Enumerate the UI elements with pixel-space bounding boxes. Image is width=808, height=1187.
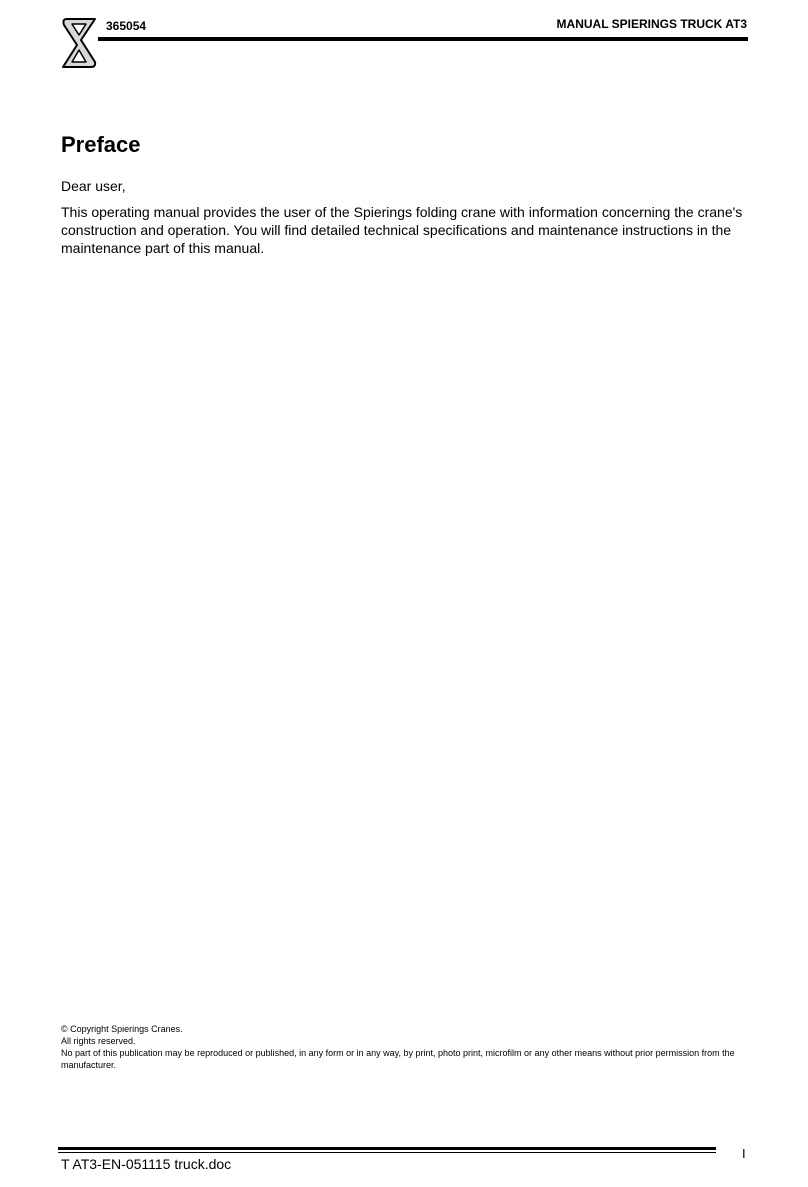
reproduction-notice: No part of this publication may be reproduced or published, in any form or in any way, by print, photo print, microfilm or any other means without prior permission from the manufacturer. [61,1048,735,1070]
greeting-text: Dear user, [61,178,126,194]
rights-line: All rights reserved. [61,1036,136,1046]
footer-divider-thin [58,1152,716,1153]
intro-paragraph: This operating manual provides the user of the Spierings folding crane with information concerning the crane's construction and operation. You will find detailed technical specifications and maintenance instructions in the maintenance part of this manual. [61,204,743,256]
page-number: I [742,1146,746,1161]
copyright-notice [61,1023,751,1071]
manual-title: MANUAL SPIERINGS TRUCK AT3 [556,17,747,31]
document-number: 365054 [106,19,147,33]
header-divider [98,37,748,41]
footer-file-name: T AT3-EN-051115 truck.doc [61,1156,232,1172]
copyright-line: © Copyright Spierings Cranes. [61,1024,183,1034]
spierings-logo-icon [58,16,100,70]
footer-divider [58,1147,716,1150]
page-title: Preface [61,132,141,157]
